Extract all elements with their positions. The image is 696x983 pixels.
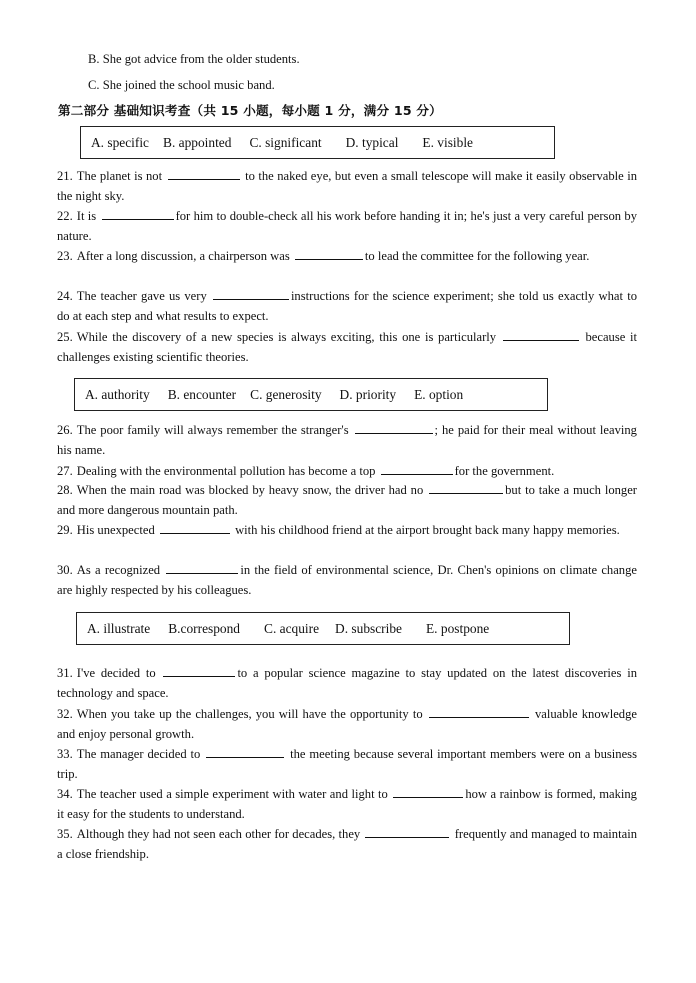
word-box-2 (74, 378, 548, 411)
answer-blank[interactable] (168, 168, 240, 180)
section-title: 第二部分 基础知识考查（共 15 小题，每小题 1 分，满分 15 分） (58, 103, 442, 118)
word-option: B. encounter (167, 386, 237, 402)
question-26: 26. The poor family will always remember the stranger's ; he paid for their meal without leaving his name. (57, 423, 637, 457)
answer-blank[interactable] (429, 706, 529, 718)
answer-blank[interactable] (102, 208, 174, 220)
word-option: E. visible (422, 134, 474, 150)
word-option: D. typical (345, 134, 399, 150)
answer-blank[interactable] (355, 422, 433, 434)
question-31: 31. I've decided to to a popular science magazine to stay updated on the latest discoveries in technology and space. (57, 666, 637, 700)
question-28: 28. When the main road was blocked by heavy snow, the driver had no but to take a much longer and more dangerous mountain path. (57, 483, 637, 517)
word-option: E. option (414, 386, 464, 402)
answer-blank[interactable] (429, 482, 503, 494)
question-27: 27. Dealing with the environmental pollution has become a top for the government. (57, 464, 555, 478)
word-option: A. authority (85, 386, 150, 402)
word-box-1 (80, 126, 555, 159)
word-option: C. significant (249, 134, 322, 150)
word-option: A. specific (91, 134, 150, 150)
question-21: 21. The planet is not to the naked eye, but even a small telescope will make it easily observable in the night sky. (57, 169, 637, 203)
question-29: 29. His unexpected with his childhood friend at the airport brought back many happy memories. (57, 523, 620, 537)
word-option: D. priority (339, 386, 397, 402)
answer-blank[interactable] (365, 826, 449, 838)
answer-blank[interactable] (393, 786, 463, 798)
answer-blank[interactable] (295, 248, 363, 260)
answer-blank[interactable] (503, 329, 579, 341)
word-box-3 (76, 612, 570, 645)
word-option: C. acquire (264, 620, 320, 636)
word-option: E. postpone (426, 620, 490, 636)
prev-option-c: C. She joined the school music band. (88, 78, 275, 92)
prev-option-b: B. She got advice from the older students. (88, 52, 300, 66)
question-25: 25. While the discovery of a new species is always exciting, this one is particularly because it challenges existing scientific theories. (57, 330, 638, 364)
question-35: 35. Although they had not seen each other for decades, they frequently and managed to maintain a close friendship. (57, 827, 637, 861)
word-option: D. subscribe (335, 620, 402, 636)
word-option: A. illustrate (87, 620, 151, 636)
answer-blank[interactable] (213, 288, 289, 300)
question-23: 23. After a long discussion, a chairperson was to lead the committee for the following year. (57, 249, 590, 263)
answer-blank[interactable] (166, 562, 238, 574)
answer-blank[interactable] (163, 665, 235, 677)
question-24: 24. The teacher gave us very instructions for the science experiment; she told us exactly what to do at each step and what results to expect. (57, 289, 637, 323)
question-30: 30. As a recognized in the field of environmental science, Dr. Chen's opinions on climate change are highly respected by his colleagues. (57, 563, 637, 597)
word-option: B.correspond (168, 620, 241, 636)
answer-blank[interactable] (160, 522, 230, 534)
answer-blank[interactable] (381, 463, 453, 475)
question-34: 34. The teacher used a simple experiment with water and light to how a rainbow is formed, making it easy for the students to understand. (57, 787, 637, 821)
word-option: C. generosity (250, 386, 322, 402)
question-33: 33. The manager decided to the meeting because several important members were on a business trip. (57, 747, 637, 781)
word-option: B. appointed (163, 134, 232, 150)
answer-blank[interactable] (206, 746, 284, 758)
question-22: 22. It is for him to double-check all his work before handing it in; he's just a very careful person by nature. (57, 209, 637, 243)
question-32: 32. When you take up the challenges, you will have the opportunity to valuable knowledge and enjoy personal growth. (57, 707, 637, 741)
